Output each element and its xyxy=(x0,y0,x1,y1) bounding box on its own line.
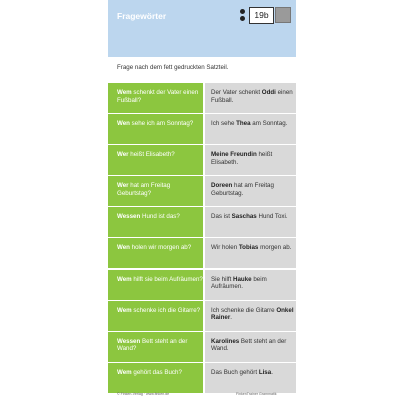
question-word: Wen xyxy=(117,120,130,128)
question-cell xyxy=(108,238,203,268)
qa-row xyxy=(108,176,296,206)
question-text: heißt Elisabeth? xyxy=(128,151,175,159)
answer-text-after: heißt Elisabeth. xyxy=(211,151,273,166)
question-cell xyxy=(108,332,203,362)
answer-text-before: Das ist xyxy=(211,213,232,221)
square-icon xyxy=(275,7,291,23)
answer-cell xyxy=(205,83,296,113)
footer-publisher: © Finken-Verlag · www.finken.de xyxy=(117,392,170,396)
answer-highlight: Onkel Rainer xyxy=(211,306,294,322)
question-cell xyxy=(108,270,203,300)
answer-text-after: . xyxy=(230,314,232,322)
answer-cell xyxy=(205,301,296,331)
answer-text-before: Der Vater schenkt xyxy=(211,89,262,96)
answer-cell xyxy=(205,270,296,300)
answer-highlight: Tobias xyxy=(238,244,259,252)
card-header xyxy=(108,0,296,57)
question-cell xyxy=(108,176,203,206)
answer-text-before: Ich schenke die Gitarre xyxy=(211,306,277,314)
question-text: schenkt der Vater einen Fußball? xyxy=(117,89,199,104)
question-text: hat am Freitag Geburtstag? xyxy=(117,182,171,197)
answer-cell xyxy=(205,332,296,362)
question-word: Wem xyxy=(117,89,132,96)
answer-highlight: Doreen xyxy=(211,182,233,190)
answer-text-before: Sie hilft xyxy=(211,275,234,283)
question-word: Wer xyxy=(117,151,129,159)
question-text: hilft sie beim Aufräumen? xyxy=(131,275,203,283)
answer-highlight: Saschas xyxy=(231,213,257,221)
answer-cell xyxy=(205,176,296,206)
qa-row xyxy=(108,238,296,268)
question-cell xyxy=(108,301,203,331)
answer-text-after: morgen ab. xyxy=(258,244,292,252)
question-word: Wem xyxy=(117,306,132,314)
answer-text-after: beim Aufräumen. xyxy=(211,275,267,291)
answer-text-after: Hund Toxi. xyxy=(256,213,288,221)
answer-text-after: Bett steht an der Wand. xyxy=(211,337,287,353)
qa-row xyxy=(108,114,296,144)
question-text: Bett steht an der Wand? xyxy=(117,337,188,353)
answer-text-before: Ich sehe xyxy=(211,120,237,128)
card-code: 19b xyxy=(249,7,274,24)
answer-highlight: Hauke xyxy=(233,275,252,283)
answer-text-before: Das Buch gehört xyxy=(211,368,259,376)
question-answer-list xyxy=(108,83,296,394)
question-word: Wem xyxy=(117,275,132,283)
answer-text-after: hat am Freitag Geburtstag. xyxy=(211,182,274,197)
qa-row xyxy=(108,145,296,175)
footer-series: FinkenTrainer Grammatik xyxy=(236,392,277,396)
answer-cell xyxy=(205,363,296,393)
answer-text-before: Wir holen xyxy=(211,244,239,252)
answer-highlight: Karolines xyxy=(211,337,240,345)
question-text: holen wir morgen ab? xyxy=(129,244,192,252)
question-cell xyxy=(108,145,203,175)
qa-row xyxy=(108,363,296,393)
question-word: Wem xyxy=(117,368,132,376)
answer-highlight: Thea xyxy=(236,120,251,128)
question-word: Wen xyxy=(117,244,130,252)
instruction-text: Frage nach dem fett gedruckten Satzteil. xyxy=(117,64,229,71)
question-text: gehört das Buch? xyxy=(131,368,182,376)
qa-row xyxy=(108,270,296,300)
question-text: schenke ich die Gitarre? xyxy=(131,306,201,314)
flashcard xyxy=(108,0,296,400)
answer-highlight: Meine Freundin xyxy=(211,151,257,159)
card-title: Fragewörter xyxy=(117,11,167,21)
dots-icon xyxy=(240,8,248,24)
qa-row xyxy=(108,301,296,331)
answer-text-after: einen Fußball. xyxy=(211,89,293,104)
answer-cell xyxy=(205,114,296,144)
question-cell xyxy=(108,207,203,237)
qa-row xyxy=(108,332,296,362)
question-word: Wessen xyxy=(117,337,141,345)
answer-cell xyxy=(205,207,296,237)
qa-row xyxy=(108,207,296,237)
question-text: sehe ich am Sonntag? xyxy=(129,120,194,128)
answer-text-after: am Sonntag. xyxy=(250,120,288,128)
question-text: Hund ist das? xyxy=(140,213,180,221)
question-cell xyxy=(108,83,203,113)
question-cell xyxy=(108,114,203,144)
answer-highlight: Lisa xyxy=(258,368,272,376)
answer-highlight: Oddi xyxy=(261,89,276,96)
question-cell xyxy=(108,363,203,393)
question-word: Wessen xyxy=(117,213,141,221)
question-word: Wer xyxy=(117,182,129,190)
answer-cell xyxy=(205,238,296,268)
answer-text-after: . xyxy=(271,368,273,376)
answer-cell xyxy=(205,145,296,175)
qa-row xyxy=(108,83,296,113)
